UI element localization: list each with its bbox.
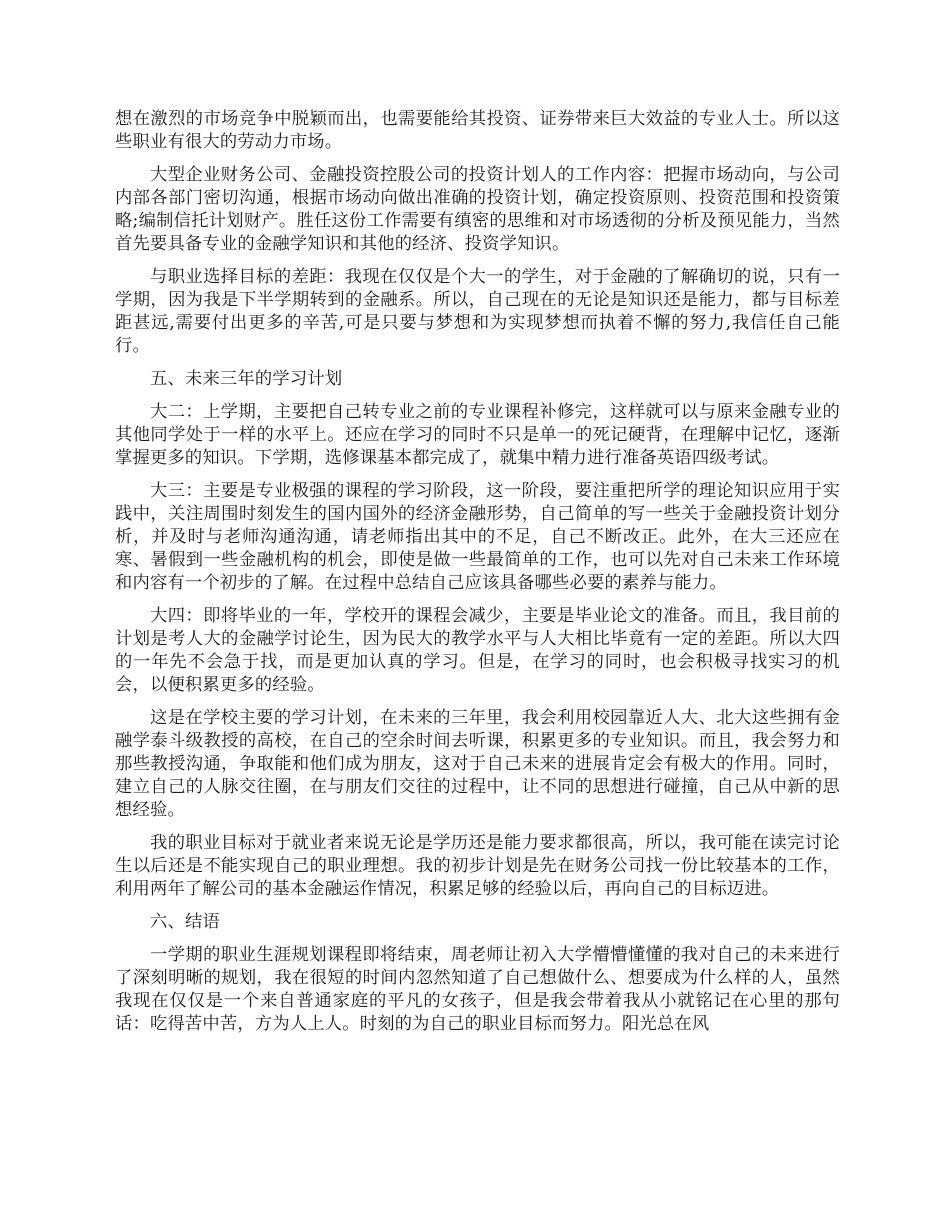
paragraph-senior-plan: 大四：即将毕业的一年，学校开的课程会减少，主要是毕业论文的准备。而且，我目前的计划是考人大的金融学讨论生，因为民大的教学水平与人大相比毕竟有一定的差距。所以大四的一年先不会急于找，而是更加认真的学习。但是，在学习的同时，也会积极寻找实习的机会，以便积累更多的经验。 bbox=[115, 606, 840, 695]
paragraph-conclusion: 一学期的职业生涯规划课程即将结束，周老师让初入大学懵懵懂懂的我对自己的未来进行了深刻明晰的规划，我在很短的时间内忽然知道了自己想做什么、想要成为什么样的人，虽然我现在仅仅是一个来自普通家庭的平凡的女孩子，但是我会带着我从小就铭记在心里的那句话：吃得苦中苦，方为人上人。时刻的为自己的职业目标而努力。阳光总在风 bbox=[115, 945, 840, 1034]
section-heading-study-plan: 五、未来三年的学习计划 bbox=[150, 369, 343, 389]
paragraph-career-gap: 与职业选择目标的差距：我现在仅仅是个大一的学生，对于金融的了解确切的说，只有一学期，因为我是下半学期转到的金融系。所以，自己现在的无论是知识还是能力，都与目标差距甚远,需要付出更多的辛苦,可是只要与梦想和为实现梦想而执着不懈的努力,我信任自己能行。 bbox=[115, 267, 840, 356]
paragraph-campus-plan: 这是在学校主要的学习计划，在未来的三年里，我会利用校园靠近人大、北大这些拥有金融学泰斗级教授的高校，在自己的空余时间去听课，积累更多的专业知识。而且，我会努力和那些教授沟通，争取能和他们成为朋友，这对于自己未来的进展肯定会有极大的作用。同时，建立自己的人脉交往圈，在与朋友们交往的过程中，让不同的思想进行碰撞，自己从中新的思想经验。 bbox=[115, 708, 840, 820]
document-page bbox=[115, 108, 840, 1046]
paragraph-job-content: 大型企业财务公司、金融投资控股公司的投资计划人的工作内容：把握市场动向，与公司内部各部门密切沟通，根据市场动向做出准确的投资计划，确定投资原则、投资范围和投资策略;编制信托计划财产。胜任这份工作需要有缜密的思维和对市场透彻的分析及预见能力，当然首先要具备专业的金融学知识和其他的经济、投资学知识。 bbox=[115, 165, 840, 254]
paragraph-career-goal: 我的职业目标对于就业者来说无论是学历还是能力要求都很高，所以，我可能在读完讨论生以后还是不能实现自己的职业理想。我的初步计划是先在财务公司找一份比较基本的工作，利用两年了解公司的基本金融运作情况，积累足够的经验以后，再向自己的目标迈进。 bbox=[115, 833, 840, 899]
paragraph-market-intro: 想在激烈的市场竞争中脱颖而出，也需要能给其投资、证券带来巨大效益的专业人士。所以这些职业有很大的劳动力市场。 bbox=[115, 109, 840, 152]
paragraph-junior-plan: 大三：主要是专业极强的课程的学习阶段，这一阶段，要注重把所学的理论知识应用于实践中，关注周围时刻发生的国内国外的经济金融形势，自己简单的写一些关于金融投资计划分析，并及时与老师沟通沟通，请老师指出其中的不足，自己不断改正。此外，在大三还应在寒、暑假到一些金融机构的机会，即使是做一些最简单的工作，也可以先对自己未来工作环境和内容有一个初步的了解。在过程中总结自己应该具备哪些必要的素养与能力。 bbox=[115, 481, 840, 593]
paragraph-sophomore-plan: 大二：上学期，主要把自己转专业之前的专业课程补修完，这样就可以与原来金融专业的其他同学处于一样的水平上。还应在学习的同时不只是单一的死记硬背，在理解中记忆，逐渐掌握更多的知识。下学期，选修课基本都完成了，就集中精力进行准备英语四级考试。 bbox=[115, 402, 840, 468]
section-heading-conclusion: 六、结语 bbox=[150, 912, 220, 932]
